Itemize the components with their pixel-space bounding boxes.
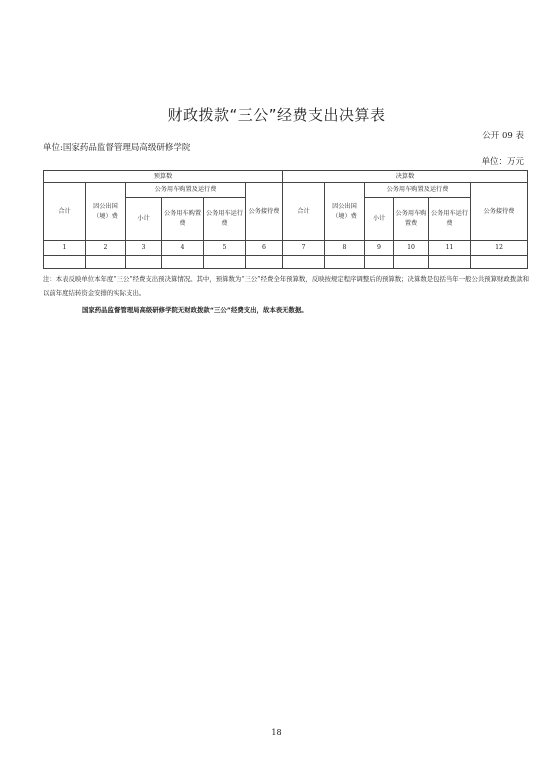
col-subtotal: 小计	[126, 198, 162, 241]
col-reception: 公务接待费	[246, 183, 283, 241]
col-number: 4	[162, 241, 204, 256]
col-abroad: 因公出国（境）费	[86, 183, 126, 241]
col-number: 6	[246, 241, 283, 256]
col-number: 7	[283, 241, 325, 256]
table-note: 注：本表反映单位本年度“三公”经费支出预决算情况。其中，预算数为“三公”经费全年预算数，反映按规定程序调整后的预算数；决算数是包括当年一般公共预算财政拨款和以前年度结转资金安排的实际支出。	[43, 275, 529, 297]
col-vehicle-running: 公务用车运行费	[429, 198, 471, 241]
col-reception: 公务接待费	[471, 183, 528, 241]
unit-currency: 单位：万元	[481, 157, 524, 167]
empty-cell	[429, 256, 471, 269]
col-abroad: 因公出国（境）费	[325, 183, 365, 241]
budget-header: 预算数	[44, 171, 283, 183]
empty-data-row	[44, 256, 528, 269]
col-number: 3	[126, 241, 162, 256]
empty-cell	[86, 256, 126, 269]
empty-cell	[204, 256, 246, 269]
three-public-expense-table	[43, 170, 528, 269]
col-number: 12	[471, 241, 528, 256]
empty-cell	[126, 256, 162, 269]
col-total: 合计	[44, 183, 86, 241]
no-data-statement: 国家药品监督管理局高级研修学院无财政拨款“三公”经费支出，故本表无数据。	[82, 306, 308, 314]
col-number: 9	[365, 241, 394, 256]
page-number: 18	[271, 728, 282, 737]
col-number: 10	[394, 241, 429, 256]
empty-cell	[394, 256, 429, 269]
empty-cell	[162, 256, 204, 269]
col-number: 11	[429, 241, 471, 256]
col-number: 8	[325, 241, 365, 256]
empty-cell	[44, 256, 86, 269]
empty-cell	[283, 256, 325, 269]
col-subtotal: 小计	[365, 198, 394, 241]
vehicle-group-header: 公务用车购置及运行费	[126, 183, 246, 198]
col-vehicle-purchase: 公务用车购置费	[162, 198, 204, 241]
empty-cell	[246, 256, 283, 269]
col-vehicle-running: 公务用车运行费	[204, 198, 246, 241]
empty-cell	[471, 256, 528, 269]
col-total: 合计	[283, 183, 325, 241]
vehicle-group-header: 公务用车购置及运行费	[365, 183, 471, 198]
col-number: 2	[86, 241, 126, 256]
col-number: 1	[44, 241, 86, 256]
empty-cell	[325, 256, 365, 269]
final-header: 决算数	[283, 171, 528, 183]
unit-organization: 单位:国家药品监督管理局高级研修学院	[43, 143, 191, 153]
col-number: 5	[204, 241, 246, 256]
empty-cell	[365, 256, 394, 269]
page-title: 财政拨款“三公”经费支出决算表	[167, 106, 386, 124]
form-number: 公开 09 表	[482, 131, 524, 141]
col-vehicle-purchase: 公务用车购置费	[394, 198, 429, 241]
